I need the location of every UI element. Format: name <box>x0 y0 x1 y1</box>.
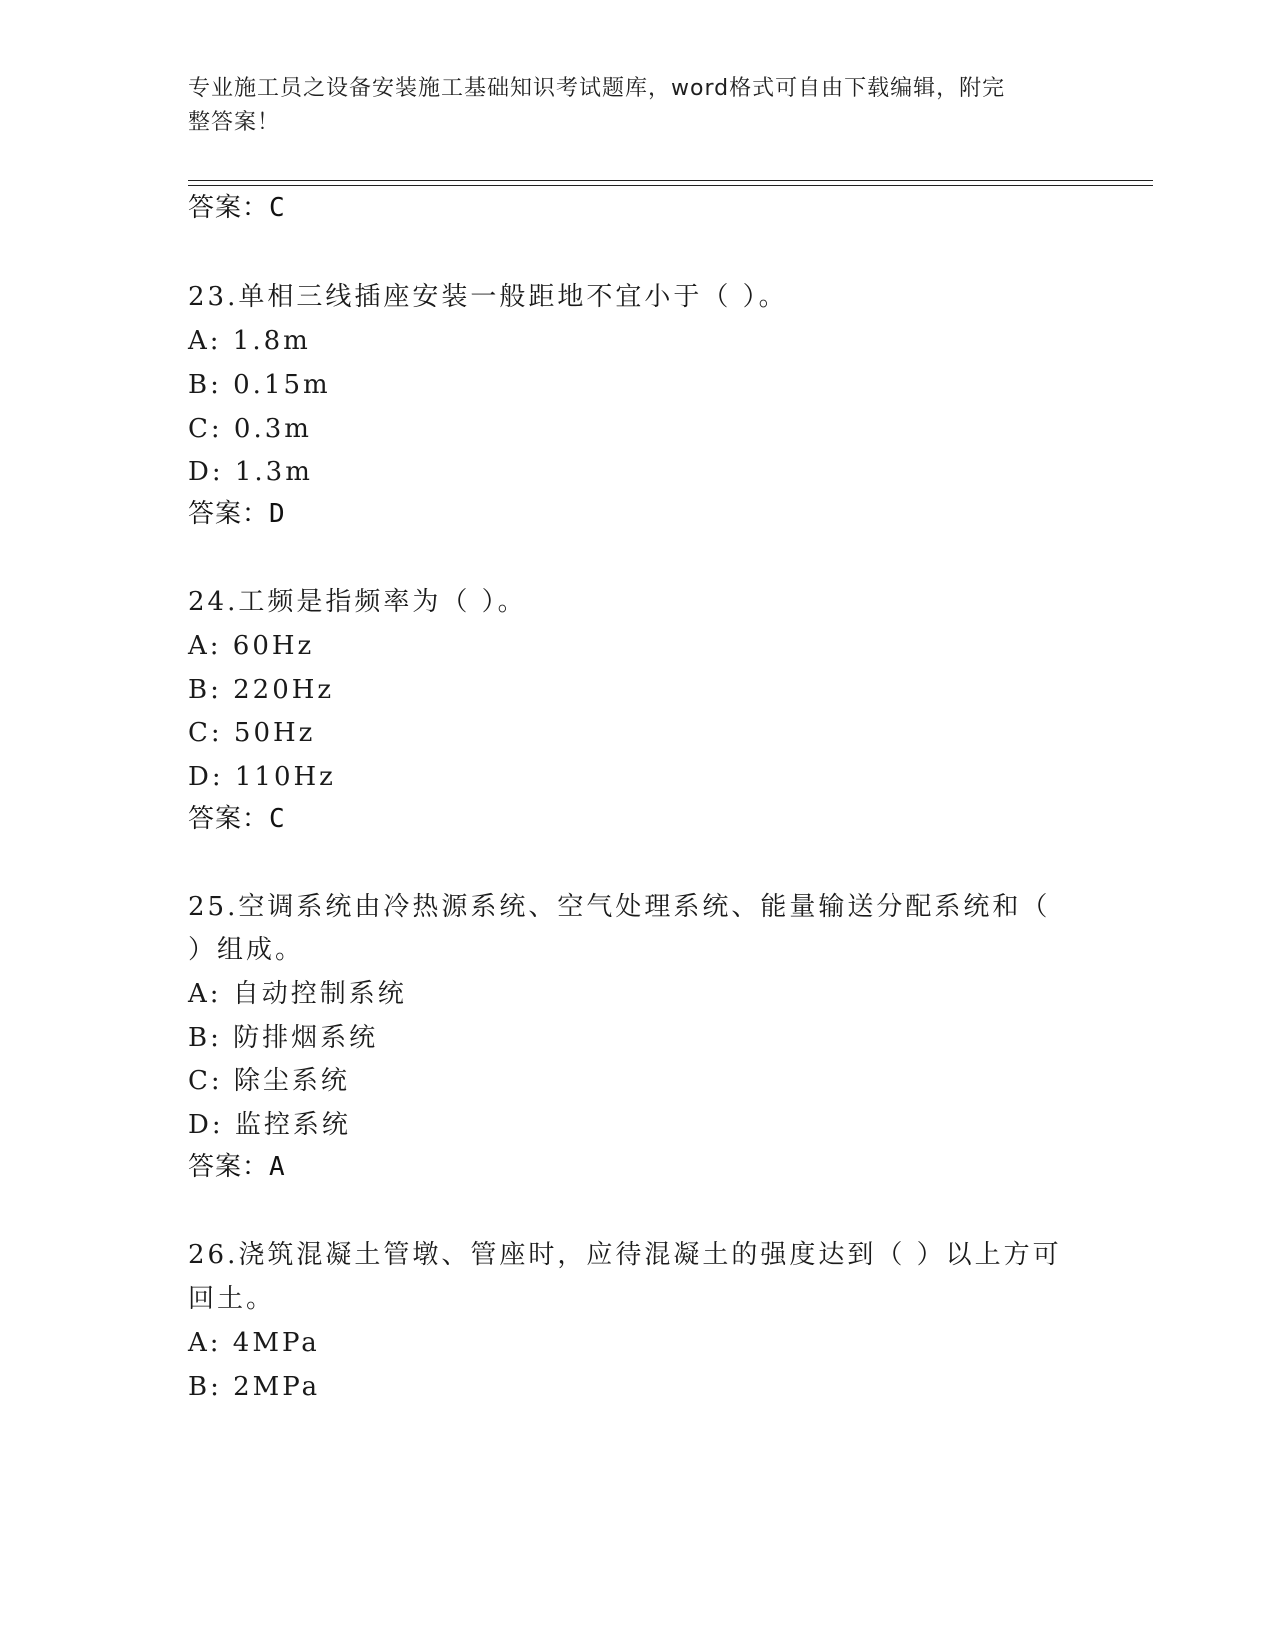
question-24-option-a: A: 60Hz <box>188 631 315 661</box>
question-25-option-c: C: 除尘系统 <box>188 1066 350 1096</box>
question-24-answer: 答案：C <box>188 804 286 834</box>
question-23-text: 23.单相三线插座安装一般距地不宜小于（ ）。 <box>188 282 788 312</box>
question-26-option-a: A: 4MPa <box>188 1328 320 1358</box>
question-25-option-a: A: 自动控制系统 <box>188 979 407 1009</box>
question-26-option-b: B: 2MPa <box>188 1372 321 1402</box>
header-line-2: 整答案！ <box>188 110 281 135</box>
previous-answer: 答案：C <box>188 193 286 223</box>
document-header <box>188 72 1068 140</box>
question-25-text-line-1: 25.空调系统由冷热源系统、空气处理系统、能量输送分配系统和（ <box>188 892 1051 922</box>
question-24-text: 24.工频是指频率为（ ）。 <box>188 587 527 617</box>
question-24-option-b: B: 220Hz <box>188 675 335 705</box>
header-line-1: 专业施工员之设备安装施工基础知识考试题库，word格式可自由下载编辑，附完 <box>188 76 1006 101</box>
question-24-option-c: C: 50Hz <box>188 718 316 748</box>
question-23-option-c: C: 0.3m <box>188 414 312 444</box>
question-25-answer: 答案：A <box>188 1152 286 1182</box>
question-23-option-d: D: 1.3m <box>188 457 313 487</box>
question-26-text-line-1: 26.浇筑混凝土管墩、管座时，应待混凝土的强度达到（ ）以上方可 <box>188 1240 1062 1270</box>
question-25-option-b: B: 防排烟系统 <box>188 1023 379 1053</box>
question-25-option-d: D: 监控系统 <box>188 1110 351 1140</box>
question-23-option-b: B: 0.15m <box>188 370 331 400</box>
question-23-option-a: A: 1.8m <box>188 326 311 356</box>
header-divider-top <box>188 180 1153 181</box>
question-25-text-line-2: ）组成。 <box>188 935 305 965</box>
question-26-text-line-2: 回土。 <box>188 1284 276 1314</box>
question-23-answer: 答案：D <box>188 499 286 529</box>
header-divider-bottom <box>188 185 1153 186</box>
question-24-option-d: D: 110Hz <box>188 762 336 792</box>
